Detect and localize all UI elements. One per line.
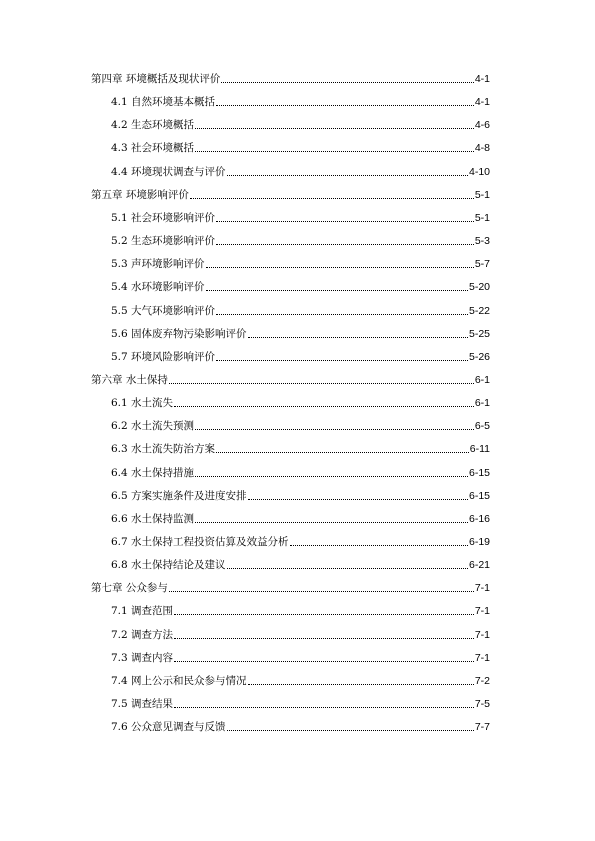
toc-entry-title: 第四章 环境概括及现状评价 xyxy=(91,73,221,85)
toc-entry-title: 7.4 网上公示和民众参与情况 xyxy=(111,674,247,687)
toc-section-entry[interactable] xyxy=(111,302,490,318)
dot-leader xyxy=(216,359,468,361)
dot-leader xyxy=(206,266,474,268)
toc-section-entry[interactable] xyxy=(111,209,490,225)
dot-leader xyxy=(169,382,474,384)
toc-entry-page-number: 7-1 xyxy=(474,582,490,595)
toc-entry-title: 7.5 调查结果 xyxy=(111,698,174,711)
dot-leader xyxy=(206,289,468,291)
toc-entry-title: 5.3 声环境影响评价 xyxy=(111,258,205,271)
toc-entry-title: 4.4 环境现状调查与评价 xyxy=(111,165,226,178)
toc-section-entry[interactable] xyxy=(111,325,490,341)
toc-entry-page-number: 6-19 xyxy=(468,536,490,548)
toc-entry-title: 4.1 自然环境基本概括 xyxy=(111,96,216,109)
dot-leader xyxy=(216,451,469,453)
dot-leader xyxy=(174,637,474,639)
toc-chapter-entry[interactable] xyxy=(91,70,490,86)
toc-entry-title: 6.4 水土保持措施 xyxy=(111,466,195,479)
toc-section-entry[interactable] xyxy=(111,556,490,572)
toc-entry-page-number: 5-26 xyxy=(468,350,490,363)
toc-entry-title: 7.1 调查范围 xyxy=(111,605,174,618)
toc-entry-page-number: 6-15 xyxy=(468,466,490,479)
toc-entry-page-number: 4-6 xyxy=(474,119,490,132)
toc-entry-page-number: 5-22 xyxy=(468,304,490,317)
toc-entry-title: 第七章 公众参与 xyxy=(91,582,168,595)
toc-entry-title: 5.5 大气环境影响评价 xyxy=(111,304,216,317)
toc-entry-title: 5.6 固体废弃物污染影响评价 xyxy=(111,327,247,340)
toc-entry-page-number: 4-1 xyxy=(474,96,490,109)
toc-section-entry[interactable] xyxy=(111,464,490,480)
toc-section-entry[interactable] xyxy=(111,602,490,618)
dot-leader xyxy=(195,150,474,152)
toc-section-entry[interactable] xyxy=(111,533,490,549)
toc-entry-page-number: 6-15 xyxy=(468,489,490,502)
toc-chapter-entry[interactable] xyxy=(91,186,490,202)
dot-leader xyxy=(227,567,468,569)
toc-entry-title: 4.2 生态环境概括 xyxy=(111,119,195,132)
toc-chapter-entry[interactable] xyxy=(91,579,490,595)
toc-section-entry[interactable] xyxy=(111,394,490,410)
toc-entry-page-number: 7-7 xyxy=(474,721,490,734)
dot-leader xyxy=(227,174,468,176)
toc-section-entry[interactable] xyxy=(111,348,490,364)
toc-entry-title: 6.2 水土流失预测 xyxy=(111,420,195,433)
toc-section-entry[interactable] xyxy=(111,278,490,294)
toc-entry-page-number: 5-20 xyxy=(468,281,490,294)
toc-entry-title: 6.3 水土流失防治方案 xyxy=(111,443,216,456)
toc-entry-page-number: 6-1 xyxy=(474,373,490,386)
toc-entry-title: 7.2 调查方法 xyxy=(111,628,174,641)
toc-section-entry[interactable] xyxy=(111,232,490,248)
toc-section-entry[interactable] xyxy=(111,255,490,271)
toc-entry-page-number: 4-10 xyxy=(468,165,490,178)
toc-entry-page-number: 5-3 xyxy=(474,235,490,248)
dot-leader xyxy=(174,660,474,662)
toc-section-entry[interactable] xyxy=(111,649,490,665)
dot-leader xyxy=(248,498,468,500)
toc-section-entry[interactable] xyxy=(111,139,490,155)
toc-entry-title: 7.3 调查内容 xyxy=(111,651,174,664)
toc-entry-title: 6.5 方案实施条件及进度安排 xyxy=(111,489,247,502)
toc-entry-title: 第五章 环境影响评价 xyxy=(91,188,189,201)
toc-entry-title: 6.6 水土保持监测 xyxy=(111,512,195,525)
toc-entry-title: 4.3 社会环境概括 xyxy=(111,142,195,155)
dot-leader xyxy=(248,336,468,338)
toc-entry-page-number: 7-5 xyxy=(474,698,490,711)
toc-entry-title: 7.6 公众意见调查与反馈 xyxy=(111,721,226,734)
toc-entry-page-number: 4-1 xyxy=(474,73,490,85)
toc-entry-page-number: 6-1 xyxy=(474,397,490,410)
toc-entry-page-number: 5-25 xyxy=(468,327,490,340)
dot-leader xyxy=(195,127,474,129)
toc-section-entry[interactable] xyxy=(111,116,490,132)
toc-entry-title: 5.1 社会环境影响评价 xyxy=(111,211,216,224)
toc-section-entry[interactable] xyxy=(111,510,490,526)
toc-entry-title: 6.7 水土保持工程投资估算及效益分析 xyxy=(111,536,289,548)
dot-leader xyxy=(169,590,474,592)
toc-entry-page-number: 5-1 xyxy=(474,188,490,201)
dot-leader xyxy=(221,81,473,83)
dot-leader xyxy=(195,428,474,430)
toc-entry-page-number: 7-1 xyxy=(474,628,490,641)
toc-entry-page-number: 5-7 xyxy=(474,258,490,271)
toc-entry-title: 5.2 生态环境影响评价 xyxy=(111,235,216,248)
dot-leader xyxy=(216,243,474,245)
toc-chapter-entry[interactable] xyxy=(91,371,490,387)
toc-entry-page-number: 7-1 xyxy=(474,605,490,618)
toc-entry-title: 第六章 水土保持 xyxy=(91,373,168,386)
dot-leader xyxy=(174,405,474,407)
toc-entry-title: 5.7 环境风险影响评价 xyxy=(111,350,216,363)
toc-section-entry[interactable] xyxy=(111,718,490,734)
toc-entry-title: 5.4 水环境影响评价 xyxy=(111,281,205,294)
dot-leader xyxy=(195,521,468,523)
dot-leader xyxy=(190,197,474,199)
dot-leader xyxy=(248,683,474,685)
dot-leader xyxy=(174,613,474,615)
toc-section-entry[interactable] xyxy=(111,672,490,688)
toc-entry-page-number: 6-5 xyxy=(474,420,490,433)
toc-entry-page-number: 6-11 xyxy=(469,443,490,456)
toc-section-entry[interactable] xyxy=(111,626,490,642)
toc-entry-page-number: 7-2 xyxy=(474,674,490,687)
dot-leader xyxy=(227,729,474,731)
toc-entry-page-number: 6-21 xyxy=(468,559,490,572)
dot-leader xyxy=(216,104,474,106)
dot-leader xyxy=(195,475,468,477)
dot-leader xyxy=(216,220,474,222)
toc-section-entry[interactable] xyxy=(111,417,490,433)
dot-leader xyxy=(174,706,474,708)
dot-leader xyxy=(216,313,468,315)
toc-section-entry[interactable] xyxy=(111,695,490,711)
toc-section-entry[interactable] xyxy=(111,487,490,503)
toc-entry-page-number: 5-1 xyxy=(474,211,490,224)
toc-entry-page-number: 6-16 xyxy=(468,512,490,525)
dot-leader xyxy=(290,544,468,546)
toc-entry-title: 6.8 水土保持结论及建议 xyxy=(111,559,226,572)
toc-entry-page-number: 4-8 xyxy=(474,142,490,155)
toc-section-entry[interactable] xyxy=(111,163,490,179)
toc-entry-title: 6.1 水土流失 xyxy=(111,397,174,410)
toc-entry-page-number: 7-1 xyxy=(474,651,490,664)
toc-section-entry[interactable] xyxy=(111,440,490,456)
toc-section-entry[interactable] xyxy=(111,93,490,109)
